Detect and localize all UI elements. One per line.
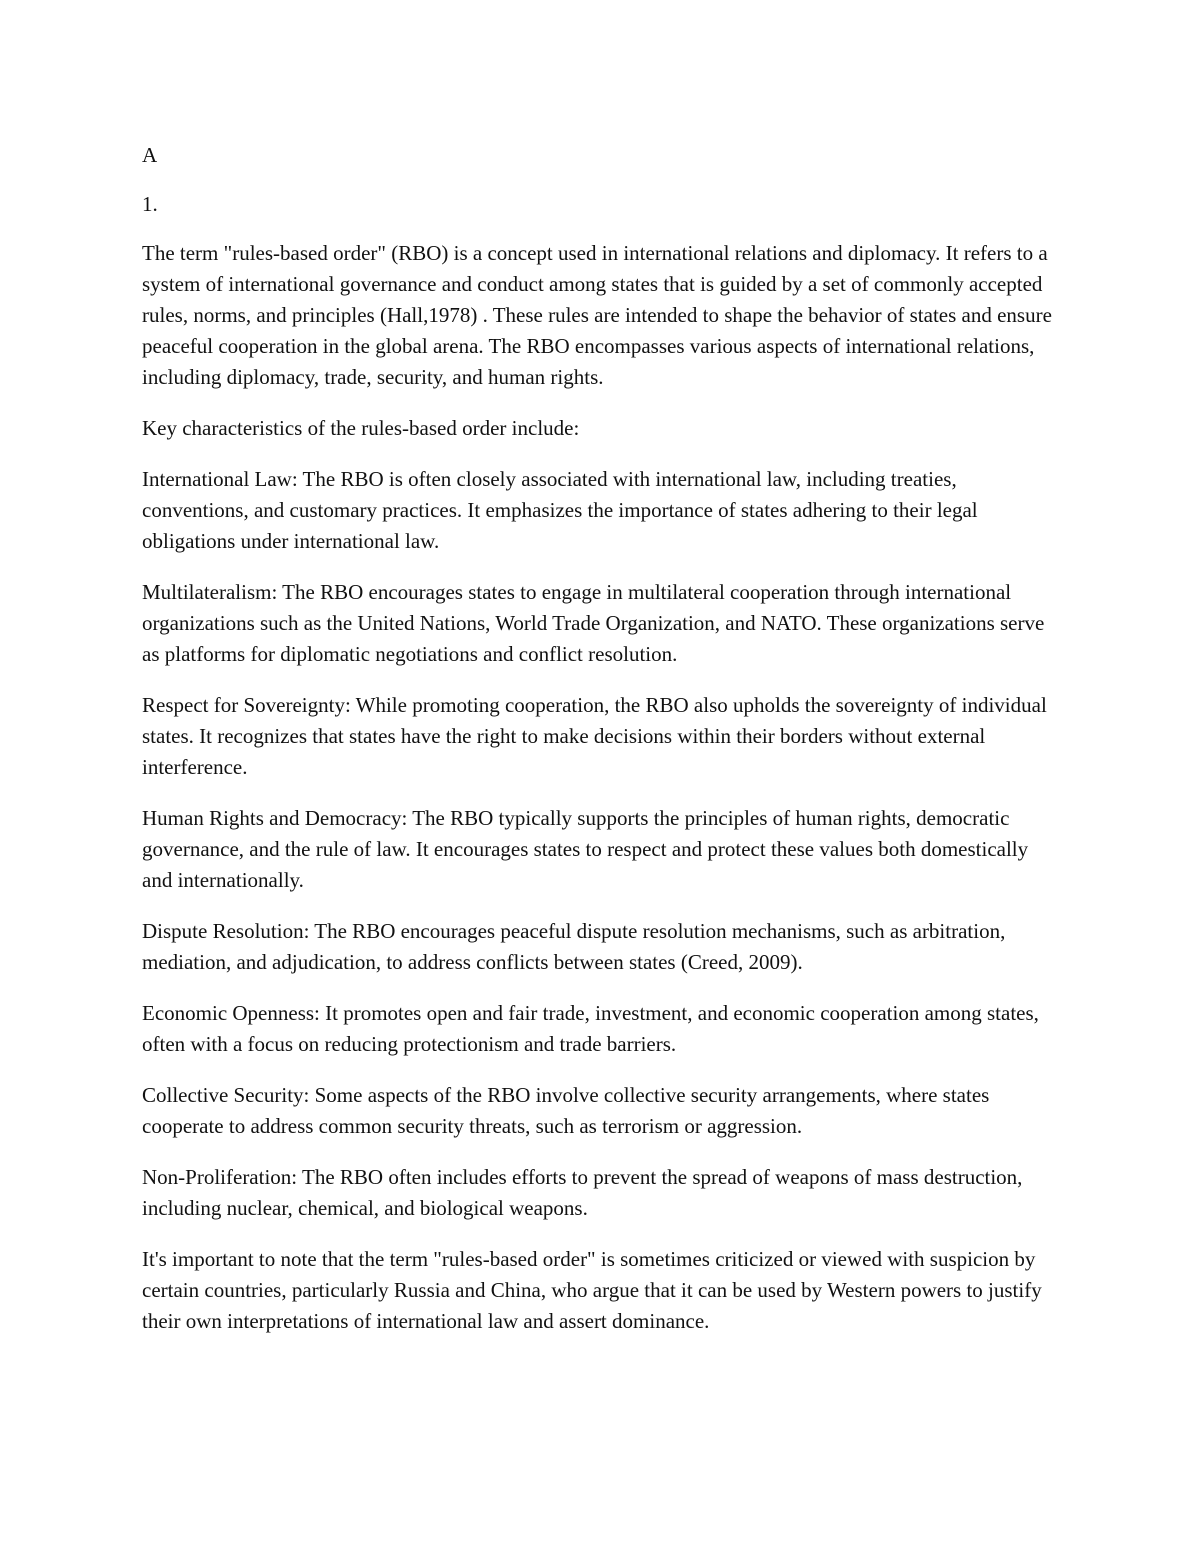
section-letter: A <box>142 143 158 167</box>
characteristic-economic-openness: Economic Openness: It promotes open and fair trade, investment, and economic cooperation among states, often with a focus on reducing protectionism and trade barriers. <box>142 1001 1039 1056</box>
characteristic-human-rights: Human Rights and Democracy: The RBO typically supports the principles of human rights, democratic governance, and the rule of law. It encourages states to respect and protect these values both domestically and internationally. <box>142 806 1029 892</box>
characteristic-sovereignty: Respect for Sovereignty: While promoting cooperation, the RBO also upholds the sovereignty of individual states. It recognizes that states have the right to make decisions within their borders without external interference. <box>142 693 1047 779</box>
key-characteristics-heading: Key characteristics of the rules-based order include: <box>142 416 580 440</box>
document-body <box>142 140 1062 1357</box>
question-number: 1. <box>142 192 158 216</box>
closing-paragraph: It's important to note that the term "rules-based order" is sometimes criticized or viewed with suspicion by certain countries, particularly Russia and China, who argue that it can be used by Western powers to justify their own interpretations of international law and assert dominance. <box>142 1247 1042 1333</box>
characteristic-international-law: International Law: The RBO is often closely associated with international law, including treaties, conventions, and customary practices. It emphasizes the importance of states adhering to their legal obligations under international law. <box>142 467 978 553</box>
characteristic-collective-security: Collective Security: Some aspects of the RBO involve collective security arrangements, where states cooperate to address common security threats, such as terrorism or aggression. <box>142 1083 990 1138</box>
characteristic-dispute-resolution: Dispute Resolution: The RBO encourages peaceful dispute resolution mechanisms, such as arbitration, mediation, and adjudication, to address conflicts between states (Creed, 2009). <box>142 919 1006 974</box>
characteristic-multilateralism: Multilateralism: The RBO encourages states to engage in multilateral cooperation through international organizations such as the United Nations, World Trade Organization, and NATO. These organizations serve as platforms for diplomatic negotiations and conflict resolution. <box>142 580 1045 666</box>
characteristic-non-proliferation: Non-Proliferation: The RBO often includes efforts to prevent the spread of weapons of mass destruction, including nuclear, chemical, and biological weapons. <box>142 1165 1023 1220</box>
intro-paragraph: The term "rules-based order" (RBO) is a concept used in international relations and diplomacy. It refers to a system of international governance and conduct among states that is guided by a set of commonly accepted rules, norms, and principles (Hall,1978) . These rules are intended to shape the behavior of states and ensure peaceful cooperation in the global arena. The RBO encompasses various aspects of international relations, including diplomacy, trade, security, and human rights. <box>142 241 1052 389</box>
